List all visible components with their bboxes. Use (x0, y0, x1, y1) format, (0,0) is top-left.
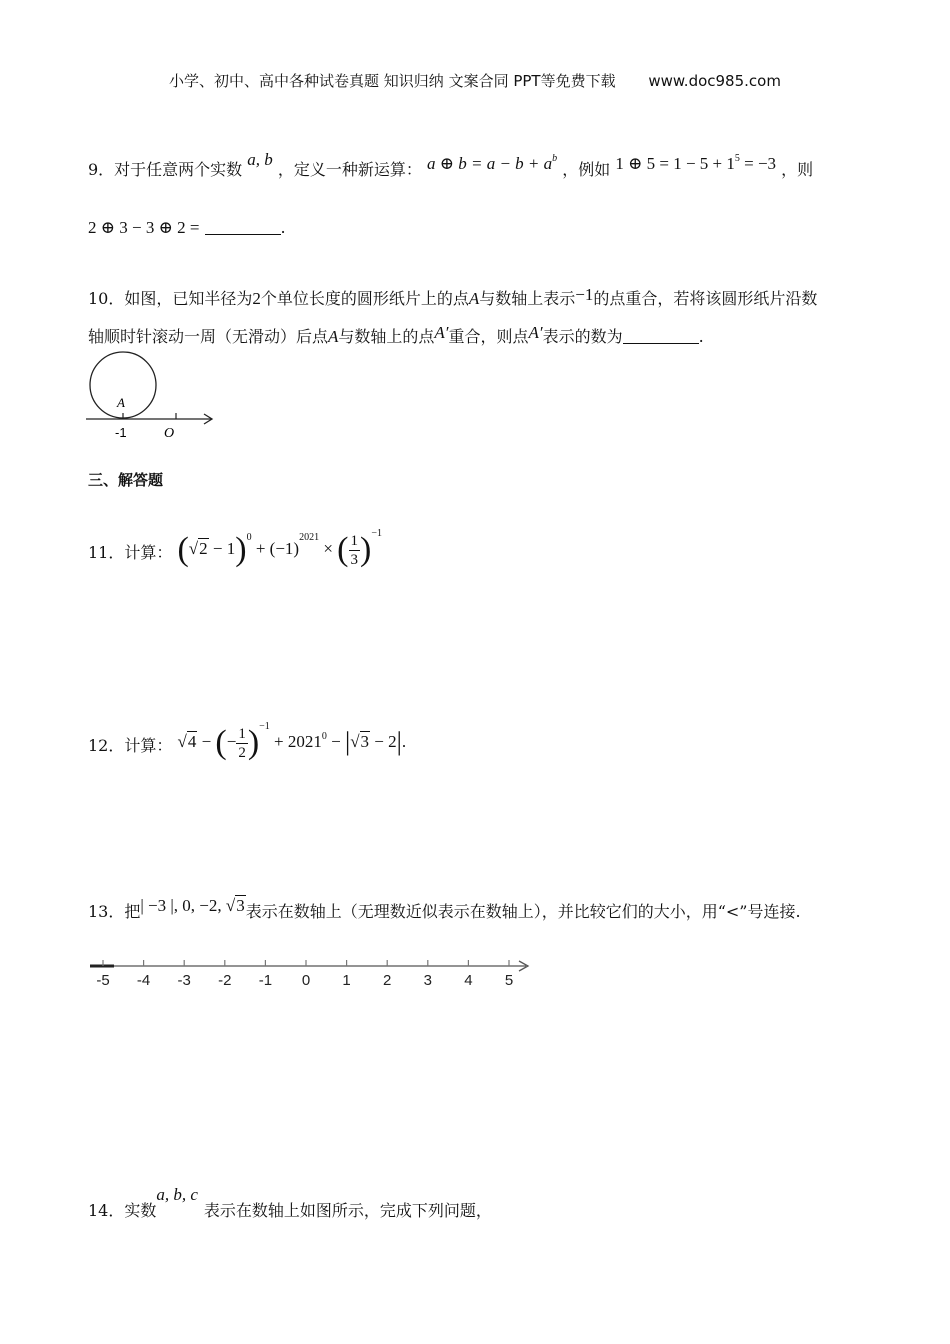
axis-label--3: -3 (177, 972, 191, 989)
axis-label-2: 2 (383, 972, 392, 989)
q10-text-b: 个单位长度的圆形纸片上的点 (260, 289, 469, 308)
q9-text2: ，例如 (562, 160, 611, 179)
header-url[interactable]: www.doc985.com (648, 72, 781, 90)
q9-definition: a ⊕ $b = a - b + a^b$ (426, 153, 558, 173)
q9-period: . (280, 218, 286, 237)
page-header (0, 70, 950, 91)
axis-label-3: 3 (423, 972, 432, 989)
q10-text-g: 重合，则点 (448, 327, 529, 346)
question-9-line2 (88, 218, 286, 238)
q14-text: 表示在数轴上如图所示，完成下列问题， (203, 1201, 492, 1220)
q11-number: 11．计算： (88, 543, 173, 562)
q13-number: 13．把 (88, 902, 141, 921)
axis-tick-labels (96, 972, 513, 989)
q10-answer-blank[interactable] (623, 329, 699, 344)
axis-label-4: 4 (464, 972, 473, 989)
q12-expression: √4 − (− $\frac{1}{2}$ )$^{-1} + 2021^0 - |√3 - 2|$. (177, 721, 407, 761)
axis-ticks (103, 960, 509, 966)
q10-neg-one: −1 (575, 285, 594, 304)
q9-text3: ，则 (781, 160, 814, 179)
q9-expression: 2 ⊕ 3 − 3 ⊕ 2 = (88, 218, 200, 237)
q10-radius: 2 (252, 289, 261, 308)
q14-vars: a, b, c (156, 1185, 198, 1204)
header-text: 小学、初中、高中各种试卷真题 知识归纳 文案合同 PPT等免费下载 (169, 72, 616, 90)
q9-answer-blank[interactable] (205, 220, 281, 235)
q11-expression: $(√2 - 1)^0 + (-1)^{2021}$ × ( $\frac{1}{3}$ )$^{-1}$ (177, 528, 382, 568)
axis-label-0: 0 (301, 972, 311, 989)
q10-text-h: 表示的数为 (542, 327, 623, 346)
question-13 (88, 896, 801, 922)
question-10-line2 (88, 323, 704, 347)
q13-text: 表示在数轴上（无理数近似表示在数轴上），并比较它们的大小，用“<”号连接. (245, 902, 801, 921)
q9-vars: a, b (247, 150, 273, 169)
q9-number: 9．对于任意两个实数 (88, 160, 243, 179)
q14-number: 14．实数 (88, 1201, 157, 1220)
q12-number: 12．计算： (88, 736, 173, 755)
axis-label--1: -1 (258, 972, 273, 989)
q10-figure (84, 350, 224, 445)
question-10-line1 (88, 285, 817, 309)
question-14 (88, 1185, 492, 1221)
q13-number-line (88, 955, 538, 995)
q13-list: | −3 |, 0, −2, √3 (140, 896, 245, 915)
q10-text-c: 与数轴上表示 (479, 289, 576, 308)
axis-label--4: -4 (136, 972, 151, 989)
figure-label-a: A (117, 395, 125, 410)
q10-text-d: 的点重合，若将该圆形纸片沿数 (593, 289, 818, 308)
q10-text-f: 与数轴上的点 (338, 327, 435, 346)
figure-label-neg1: -1 (115, 425, 127, 440)
q10-point-a-prime-2: A′ (528, 323, 543, 342)
question-9-line1 (88, 150, 813, 180)
axis-label--5: -5 (96, 972, 110, 989)
figure-label-origin: O (164, 426, 175, 441)
q10-text-a: 10．如图，已知半径为 (88, 289, 253, 308)
q10-text-e: 轴顺时针滚动一周（无滑动）后点 (88, 327, 329, 346)
question-11 (88, 512, 382, 568)
q10-point-a: A (468, 289, 480, 308)
axis-label-1: 1 (342, 972, 351, 989)
q9-text1: ，定义一种新运算： (277, 160, 422, 179)
axis-label-5: 5 (504, 972, 514, 989)
q9-example: 1 ⊕ $5 = 1 - 5 + 1^5 = -3$ (615, 153, 777, 173)
section-title: 三、解答题 (88, 471, 164, 489)
q10-point-a-prime: A′ (434, 323, 449, 342)
q10-period: . (698, 327, 704, 346)
q10-point-a-2: A (328, 327, 339, 346)
axis-label--2: -2 (218, 972, 232, 989)
question-12 (88, 702, 407, 761)
